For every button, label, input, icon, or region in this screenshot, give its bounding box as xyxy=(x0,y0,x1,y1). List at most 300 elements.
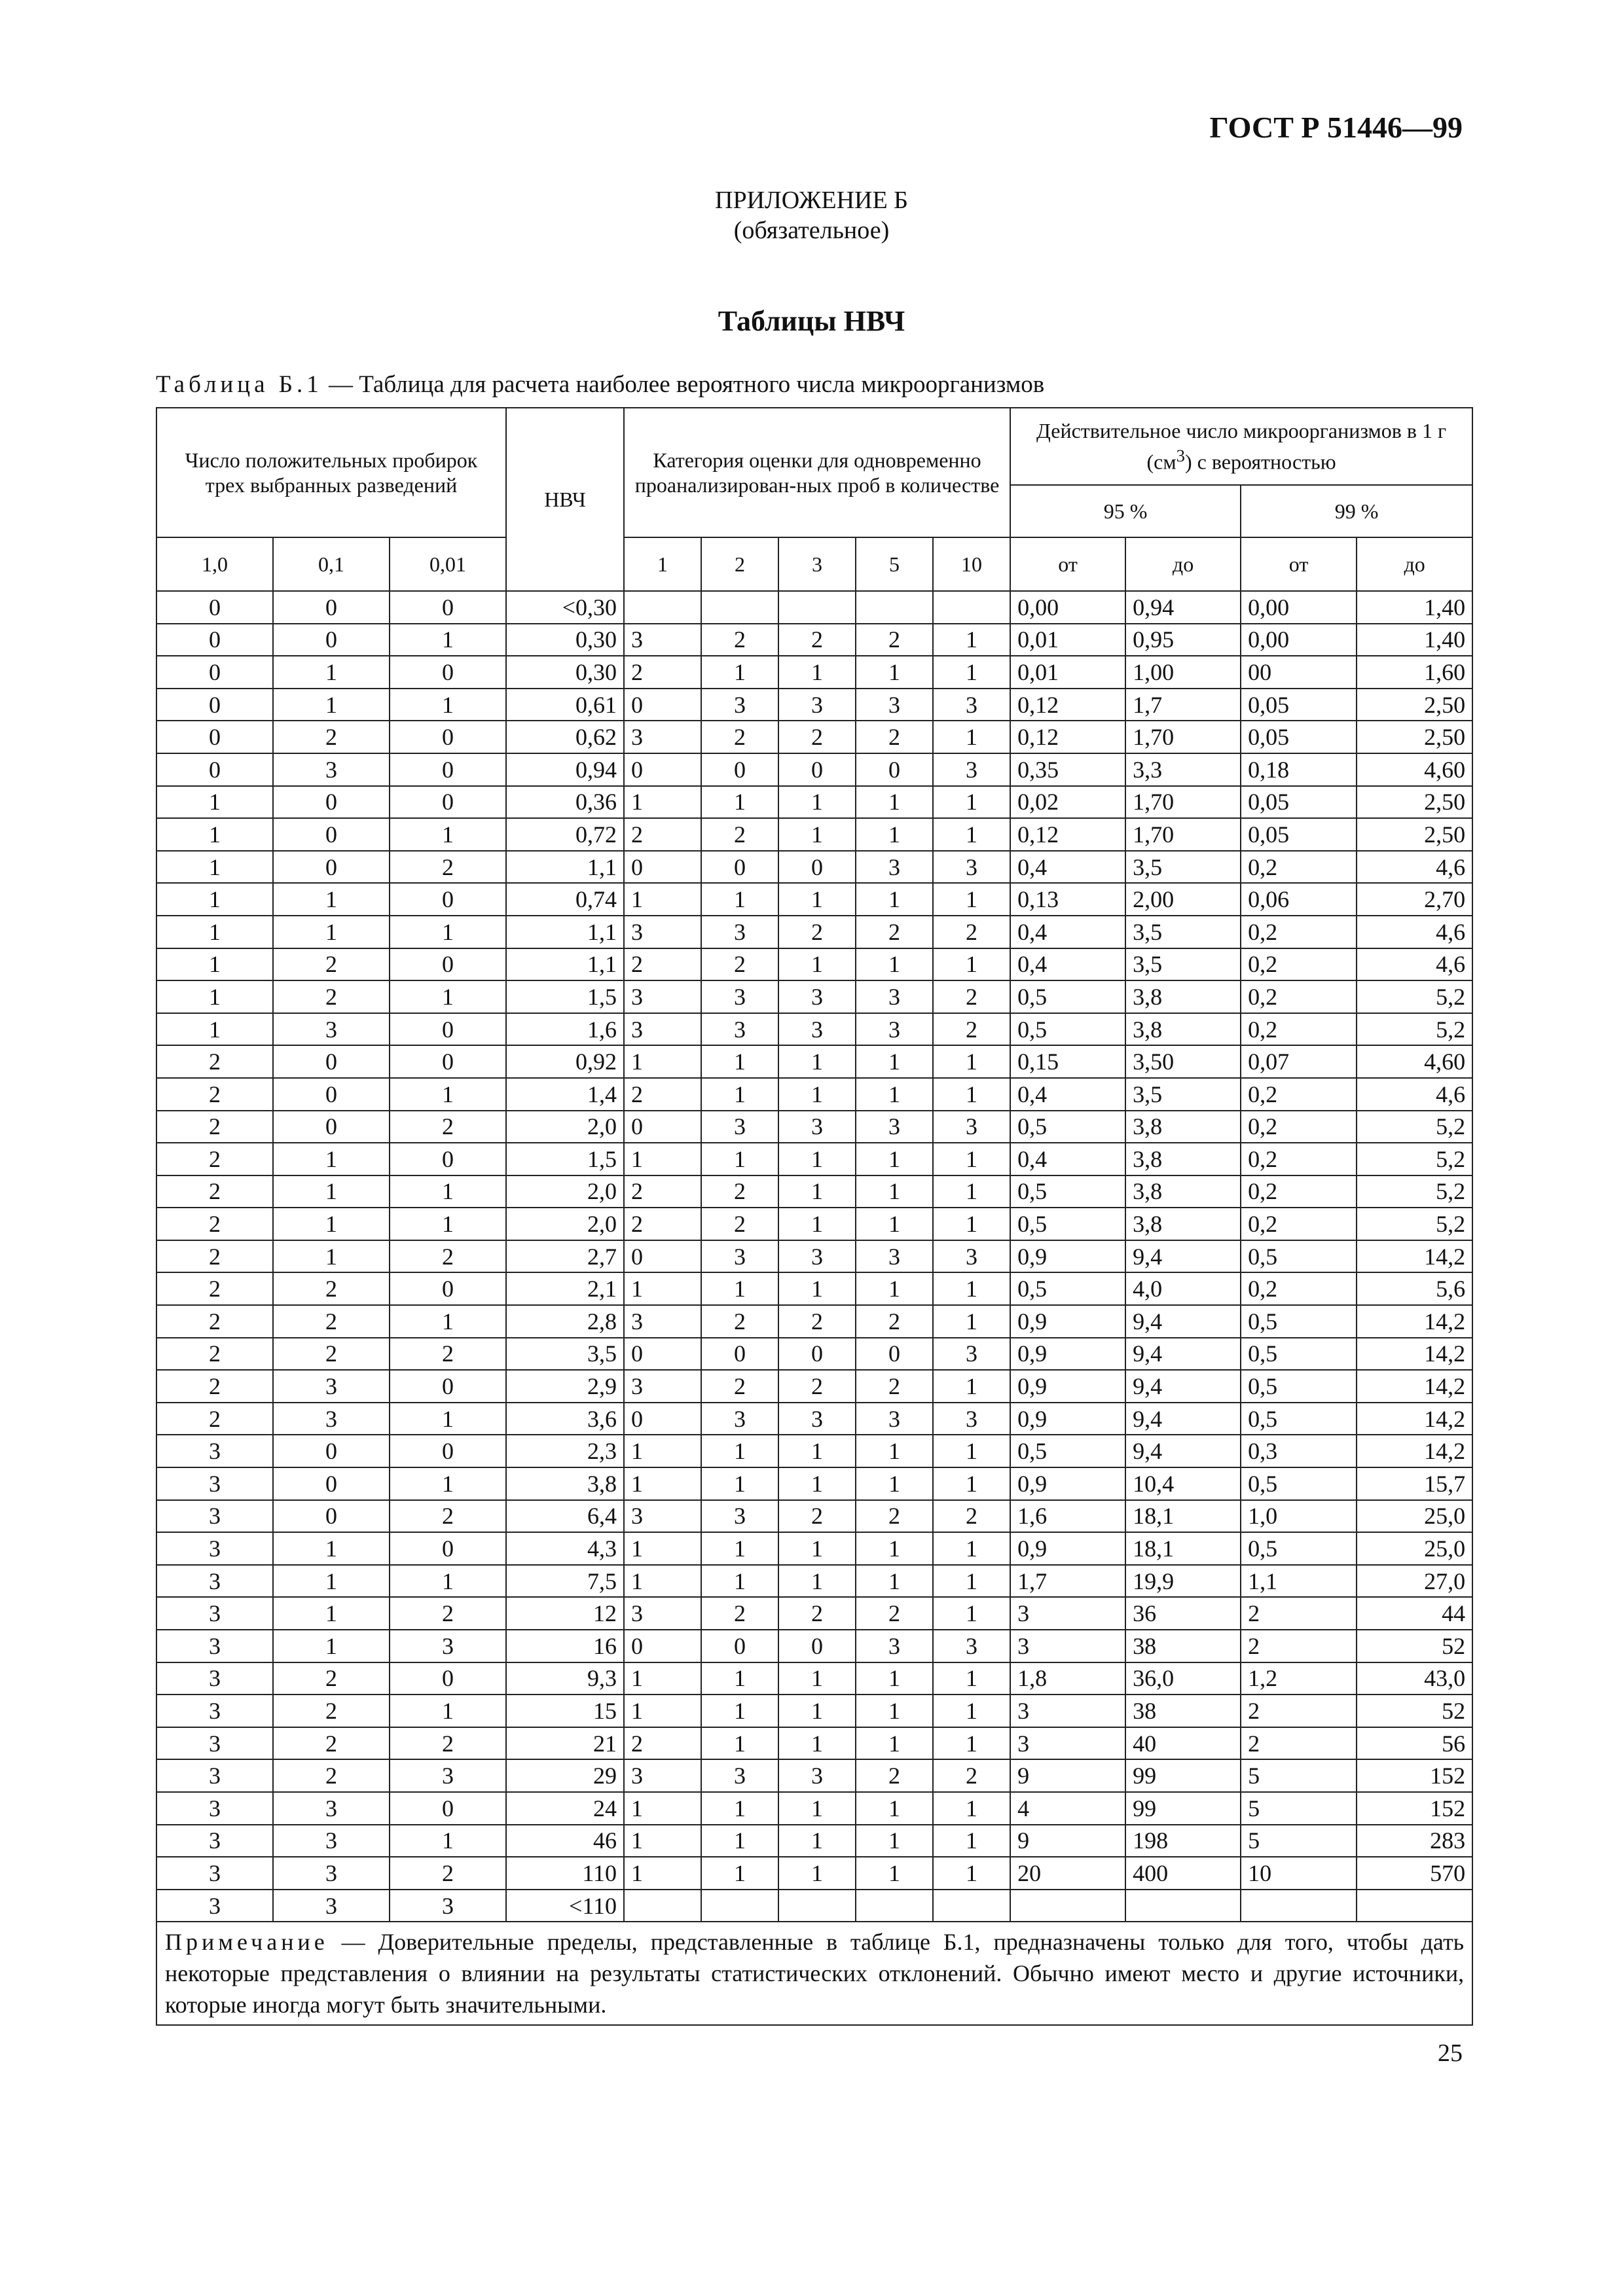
table-row xyxy=(156,1727,1472,1760)
table-cell: 1 xyxy=(778,1078,856,1111)
table-cell: 1,70 xyxy=(1125,786,1241,819)
header-category-0: 1 xyxy=(624,537,701,591)
table-cell xyxy=(1125,1890,1241,1922)
table-cell: 0,00 xyxy=(1241,591,1357,624)
table-cell: 3 xyxy=(156,1500,273,1533)
table-cell: 1,5 xyxy=(506,1143,624,1175)
table-cell: 3 xyxy=(778,1759,856,1792)
table-cell: 0,4 xyxy=(1010,1143,1125,1175)
table-cell: 2 xyxy=(778,916,856,948)
table-row xyxy=(156,689,1472,721)
table-cell: 3 xyxy=(273,1792,390,1825)
appendix-subtitle: (обязательное) xyxy=(733,217,890,244)
table-cell: 3 xyxy=(856,1630,933,1662)
table-cell: 2,50 xyxy=(1357,689,1472,721)
table-cell: 1 xyxy=(390,916,506,948)
table-cell: 2,00 xyxy=(1125,883,1241,916)
table-cell: 0,5 xyxy=(1241,1305,1357,1338)
table-cell: 1,00 xyxy=(1125,656,1241,689)
table-cell: 4,6 xyxy=(1357,948,1472,981)
table-cell: 1 xyxy=(624,1792,701,1825)
table-row xyxy=(156,753,1472,786)
table-cell: 2 xyxy=(156,1078,273,1111)
table-row xyxy=(156,1175,1472,1208)
table-cell: 1 xyxy=(624,1143,701,1175)
header-actual-count-sup: 3 xyxy=(1176,446,1185,466)
table-cell: 0 xyxy=(390,1143,506,1175)
table-cell: 1 xyxy=(933,1078,1010,1111)
table-cell: 2 xyxy=(624,656,701,689)
table-cell: 2 xyxy=(273,1338,390,1371)
table-cell: 14,2 xyxy=(1357,1338,1472,1371)
table-cell: 1 xyxy=(933,1143,1010,1175)
table-cell: 0,94 xyxy=(506,753,624,786)
table-cell: 2 xyxy=(390,1857,506,1890)
table-cell: 0,2 xyxy=(1241,980,1357,1013)
table-cell: 0,2 xyxy=(1241,1175,1357,1208)
table-cell: 3 xyxy=(156,1695,273,1727)
table-cell: 16 xyxy=(506,1630,624,1662)
table-cell: 1 xyxy=(156,916,273,948)
table-cell: 3 xyxy=(778,1013,856,1046)
table-cell: 15,7 xyxy=(1357,1467,1472,1500)
table-cell: 1 xyxy=(701,1727,778,1760)
table-cell: 3,8 xyxy=(506,1467,624,1500)
table-cell: 3 xyxy=(933,1403,1010,1435)
table-cell: 2,8 xyxy=(506,1305,624,1338)
table-cell: 21 xyxy=(506,1727,624,1760)
table-cell: 0,13 xyxy=(1010,883,1125,916)
table-cell: 1 xyxy=(856,948,933,981)
table-cell: 3 xyxy=(1010,1727,1125,1760)
table-cell: 2 xyxy=(933,1500,1010,1533)
table-cell: 3,5 xyxy=(1125,1078,1241,1111)
table-cell: 56 xyxy=(1357,1727,1472,1760)
table-cell: 1 xyxy=(856,1143,933,1175)
table-cell: 40 xyxy=(1125,1727,1241,1760)
table-cell: 0 xyxy=(624,1111,701,1143)
table-cell: 0,4 xyxy=(1010,1078,1125,1111)
table-cell xyxy=(856,1890,933,1922)
table-cell: 1 xyxy=(856,1078,933,1111)
table-cell: 0,5 xyxy=(1010,1435,1125,1467)
table-cell: 1 xyxy=(933,786,1010,819)
table-cell: 1 xyxy=(273,1532,390,1565)
table-cell: 0,36 xyxy=(506,786,624,819)
table-cell: 14,2 xyxy=(1357,1305,1472,1338)
table-cell: 1 xyxy=(778,1792,856,1825)
table-cell: 1 xyxy=(701,1565,778,1598)
table-cell: 3 xyxy=(273,1890,390,1922)
table-cell: 2,70 xyxy=(1357,883,1472,916)
table-cell: 1 xyxy=(933,1045,1010,1078)
table-cell: 3,8 xyxy=(1125,1111,1241,1143)
table-cell: 20 xyxy=(1010,1857,1125,1890)
table-cell: 0,72 xyxy=(506,818,624,851)
header-category-1: 2 xyxy=(701,537,778,591)
table-row xyxy=(156,656,1472,689)
table-cell: 0 xyxy=(390,1272,506,1305)
table-cell: 0,95 xyxy=(1125,624,1241,656)
table-row xyxy=(156,1305,1472,1338)
table-cell: 1,7 xyxy=(1010,1565,1125,1598)
table-cell: 0,5 xyxy=(1010,1013,1125,1046)
table-cell: 3 xyxy=(156,1467,273,1500)
table-cell: 2 xyxy=(273,980,390,1013)
table-cell: 400 xyxy=(1125,1857,1241,1890)
table-row xyxy=(156,1597,1472,1630)
table-cell: 0 xyxy=(156,656,273,689)
table-cell: 3 xyxy=(856,689,933,721)
table-cell: 1 xyxy=(701,1662,778,1695)
table-cell: 1,1 xyxy=(506,948,624,981)
table-cell: 1 xyxy=(933,1857,1010,1890)
table-cell: 0,15 xyxy=(1010,1045,1125,1078)
table-row xyxy=(156,1662,1472,1695)
table-cell: 3 xyxy=(156,1435,273,1467)
table-cell: 1 xyxy=(701,1435,778,1467)
table-cell: 1 xyxy=(933,1175,1010,1208)
table-cell: 1 xyxy=(390,1467,506,1500)
table-cell: 2 xyxy=(624,1208,701,1240)
table-cell: 12 xyxy=(506,1597,624,1630)
table-cell: 0,5 xyxy=(1241,1240,1357,1273)
table-cell xyxy=(856,591,933,624)
table-cell: 1 xyxy=(390,624,506,656)
table-cell: 1 xyxy=(856,1565,933,1598)
table-cell: 2 xyxy=(856,1597,933,1630)
table-cell: 2 xyxy=(156,1208,273,1240)
table-row xyxy=(156,1565,1472,1598)
table-cell: 0,5 xyxy=(1241,1338,1357,1371)
table-cell: 2 xyxy=(156,1272,273,1305)
table-cell: 1 xyxy=(933,883,1010,916)
table-cell: 2 xyxy=(856,916,933,948)
caption-text: — Таблица для расчета наиболее вероятного числа микроорганизмов xyxy=(322,371,1045,398)
table-cell: 9,3 xyxy=(506,1662,624,1695)
table-cell: 4,6 xyxy=(1357,851,1472,884)
table-cell: 3 xyxy=(933,1630,1010,1662)
table-cell: 1 xyxy=(856,1727,933,1760)
table-cell: 283 xyxy=(1357,1825,1472,1857)
table-cell: 18,1 xyxy=(1125,1532,1241,1565)
table-cell: 0,5 xyxy=(1010,1175,1125,1208)
table-row xyxy=(156,1272,1472,1305)
table-cell: 3 xyxy=(624,1370,701,1403)
table-cell: 2 xyxy=(273,1662,390,1695)
table-row xyxy=(156,624,1472,656)
table-cell: 1 xyxy=(156,786,273,819)
table-row xyxy=(156,1240,1472,1273)
table-cell: 5 xyxy=(1241,1792,1357,1825)
table-cell: 4,0 xyxy=(1125,1272,1241,1305)
table-cell: 3 xyxy=(701,916,778,948)
table-cell: 0 xyxy=(390,786,506,819)
table-cell: 2,0 xyxy=(506,1111,624,1143)
table-cell: 3 xyxy=(156,1792,273,1825)
table-cell: 3 xyxy=(701,1500,778,1533)
table-row xyxy=(156,1403,1472,1435)
table-cell: 0,62 xyxy=(506,721,624,753)
table-cell: 1 xyxy=(933,1370,1010,1403)
table-cell: 2 xyxy=(273,1759,390,1792)
table-cell: 2 xyxy=(624,1175,701,1208)
table-cell: 2,1 xyxy=(506,1272,624,1305)
table-cell: 1 xyxy=(624,883,701,916)
table-cell: 3 xyxy=(856,1240,933,1273)
table-cell: 1 xyxy=(856,883,933,916)
table-cell: 1 xyxy=(156,1013,273,1046)
table-cell: 0,05 xyxy=(1241,786,1357,819)
caption-label: Таблица Б.1 xyxy=(156,371,323,398)
header-actual-count-pre: Действительное число микроорганизмов в 1 г (см xyxy=(1036,419,1447,474)
table-cell: 1 xyxy=(273,1630,390,1662)
table-cell: 2 xyxy=(856,1370,933,1403)
table-cell: 1 xyxy=(624,1467,701,1500)
table-cell: 1 xyxy=(778,1532,856,1565)
table-cell: 29 xyxy=(506,1759,624,1792)
table-cell: 1 xyxy=(624,1435,701,1467)
table-cell: 1 xyxy=(390,1695,506,1727)
table-cell: 0 xyxy=(390,948,506,981)
table-row xyxy=(156,1857,1472,1890)
table-cell: 0 xyxy=(778,1630,856,1662)
table-cell: 10,4 xyxy=(1125,1467,1241,1500)
table-cell: 1 xyxy=(933,1305,1010,1338)
table-cell: 1 xyxy=(933,1565,1010,1598)
table-cell: 2 xyxy=(778,1500,856,1533)
table-cell: 1 xyxy=(933,624,1010,656)
table-cell: 2,7 xyxy=(506,1240,624,1273)
table-cell: 1 xyxy=(933,721,1010,753)
table-cell: 0 xyxy=(856,753,933,786)
table-cell: 3 xyxy=(273,1857,390,1890)
table-cell: 0 xyxy=(390,656,506,689)
table-cell: 0 xyxy=(778,851,856,884)
table-cell: 3 xyxy=(390,1890,506,1922)
table-cell: 0,9 xyxy=(1010,1532,1125,1565)
table-cell: 1 xyxy=(933,1727,1010,1760)
table-cell: 1 xyxy=(273,689,390,721)
table-cell: 2 xyxy=(701,948,778,981)
table-cell: 1 xyxy=(701,1467,778,1500)
table-cell: 0,02 xyxy=(1010,786,1125,819)
table-cell: 3 xyxy=(701,1759,778,1792)
table-cell: 3 xyxy=(156,1857,273,1890)
table-cell: 2 xyxy=(856,1305,933,1338)
table-cell: 3 xyxy=(778,980,856,1013)
table-cell: 1 xyxy=(624,1272,701,1305)
table-cell: 110 xyxy=(506,1857,624,1890)
table-cell: 3 xyxy=(856,980,933,1013)
table-cell: 3 xyxy=(273,1403,390,1435)
table-row xyxy=(156,883,1472,916)
table-cell: 3 xyxy=(273,753,390,786)
table-cell: 3,3 xyxy=(1125,753,1241,786)
table-cell: 3 xyxy=(156,1532,273,1565)
table-cell: 0,01 xyxy=(1010,624,1125,656)
table-cell: 3 xyxy=(778,689,856,721)
table-cell: 46 xyxy=(506,1825,624,1857)
table-cell: 0 xyxy=(390,591,506,624)
table-cell: 0 xyxy=(273,1467,390,1500)
table-cell: 0,9 xyxy=(1010,1305,1125,1338)
table-cell: 3,8 xyxy=(1125,1013,1241,1046)
table-cell: 1 xyxy=(624,1045,701,1078)
table-cell: 1 xyxy=(273,1240,390,1273)
table-cell xyxy=(933,1890,1010,1922)
table-cell: 0,05 xyxy=(1241,689,1357,721)
table-cell: 1 xyxy=(933,1695,1010,1727)
table-cell: 1 xyxy=(273,1143,390,1175)
header-nvch: НВЧ xyxy=(506,408,624,591)
table-cell: 1 xyxy=(701,656,778,689)
page-number: 25 xyxy=(1438,2039,1463,2067)
table-cell: 1 xyxy=(701,1825,778,1857)
table-cell: 3 xyxy=(933,1240,1010,1273)
table-cell: 9,4 xyxy=(1125,1435,1241,1467)
table-cell: 14,2 xyxy=(1357,1435,1472,1467)
subheader-row xyxy=(156,537,1472,591)
table-cell: 0 xyxy=(390,1662,506,1695)
table-cell: 3 xyxy=(624,1759,701,1792)
table-cell: 1 xyxy=(933,1435,1010,1467)
header-category: Категория оценки для одновременно проанализирован-ных проб в количестве xyxy=(624,408,1010,537)
table-cell xyxy=(1010,1890,1125,1922)
table-cell: 1 xyxy=(624,1662,701,1695)
table-cell: 5,6 xyxy=(1357,1272,1472,1305)
table-cell: 1 xyxy=(273,883,390,916)
table-cell: 1,1 xyxy=(1241,1565,1357,1598)
table-cell: 3 xyxy=(701,1240,778,1273)
table-cell: 3,6 xyxy=(506,1403,624,1435)
table-cell: 1 xyxy=(778,1143,856,1175)
table-cell: 152 xyxy=(1357,1759,1472,1792)
table-cell: 2 xyxy=(156,1045,273,1078)
table-row xyxy=(156,1759,1472,1792)
table-cell: 1 xyxy=(856,656,933,689)
table-row xyxy=(156,1111,1472,1143)
table-cell: 0 xyxy=(390,883,506,916)
table-cell: 1 xyxy=(933,1467,1010,1500)
table-cell: 3 xyxy=(624,721,701,753)
table-cell: 1 xyxy=(778,883,856,916)
table-cell: 1 xyxy=(778,656,856,689)
table-cell: 1,8 xyxy=(1010,1662,1125,1695)
nvch-table xyxy=(156,407,1473,2026)
table-cell: 6,4 xyxy=(506,1500,624,1533)
header-dilution-2: 0,01 xyxy=(390,537,506,591)
table-cell: 00 xyxy=(1241,656,1357,689)
table-cell: 0,5 xyxy=(1010,1208,1125,1240)
table-cell: 1 xyxy=(624,1857,701,1890)
table-cell: 3 xyxy=(856,851,933,884)
table-cell: 2 xyxy=(701,1597,778,1630)
table-cell: 1 xyxy=(273,1175,390,1208)
table-cell: 3 xyxy=(156,1630,273,1662)
table-cell: 2,50 xyxy=(1357,818,1472,851)
table-cell: 2 xyxy=(156,1240,273,1273)
table-row xyxy=(156,1500,1472,1533)
table-cell: 3,5 xyxy=(1125,948,1241,981)
table-cell: 1 xyxy=(701,1792,778,1825)
table-cell: 1 xyxy=(856,1272,933,1305)
table-cell: 9,4 xyxy=(1125,1240,1241,1273)
table-cell: 0 xyxy=(273,1045,390,1078)
table-cell: 3 xyxy=(156,1727,273,1760)
table-cell: 1 xyxy=(156,980,273,1013)
table-cell: 0,5 xyxy=(1241,1370,1357,1403)
table-cell: 1 xyxy=(856,1662,933,1695)
table-cell: 3 xyxy=(156,1597,273,1630)
table-cell: 0,4 xyxy=(1010,948,1125,981)
table-cell: 0,9 xyxy=(1010,1338,1125,1371)
table-cell: 2 xyxy=(390,1597,506,1630)
table-cell: 0,2 xyxy=(1241,1013,1357,1046)
table-cell: 1 xyxy=(701,786,778,819)
table-cell: 0,4 xyxy=(1010,916,1125,948)
table-cell: 3 xyxy=(273,1370,390,1403)
table-cell: 0,3 xyxy=(1241,1435,1357,1467)
table-cell: 18,1 xyxy=(1125,1500,1241,1533)
table-cell: 1 xyxy=(856,1175,933,1208)
table-cell: 5 xyxy=(1241,1759,1357,1792)
table-cell: 1 xyxy=(856,1435,933,1467)
table-cell: 0 xyxy=(624,1338,701,1371)
table-cell: 0,00 xyxy=(1241,624,1357,656)
table-cell: 2 xyxy=(624,1727,701,1760)
table-cell: 4,60 xyxy=(1357,1045,1472,1078)
table-cell: 4,6 xyxy=(1357,1078,1472,1111)
table-header xyxy=(156,408,1472,591)
table-row xyxy=(156,591,1472,624)
table-cell: 3,8 xyxy=(1125,980,1241,1013)
table-row xyxy=(156,1532,1472,1565)
table-cell: 2 xyxy=(1241,1630,1357,1662)
table-cell: 2,0 xyxy=(506,1208,624,1240)
table-cell: 2 xyxy=(624,818,701,851)
table-cell: 3 xyxy=(624,1597,701,1630)
table-cell: 3 xyxy=(933,689,1010,721)
table-row xyxy=(156,916,1472,948)
table-cell: 0 xyxy=(273,1500,390,1533)
table-cell: 3 xyxy=(701,1403,778,1435)
table-cell: 14,2 xyxy=(1357,1370,1472,1403)
table-cell: 0 xyxy=(156,753,273,786)
table-cell: 7,5 xyxy=(506,1565,624,1598)
table-cell: 1 xyxy=(856,1045,933,1078)
table-cell: 2 xyxy=(156,1175,273,1208)
table-row xyxy=(156,1435,1472,1467)
table-cell: 10 xyxy=(1241,1857,1357,1890)
table-cell: 1 xyxy=(933,1662,1010,1695)
table-cell: 1 xyxy=(701,1857,778,1890)
table-cell: 0,12 xyxy=(1010,721,1125,753)
table-cell: 3 xyxy=(624,1013,701,1046)
document-code: ГОСТ Р 51446—99 xyxy=(1209,111,1463,144)
table-cell: 1 xyxy=(701,1532,778,1565)
table-cell: 0 xyxy=(701,1630,778,1662)
table-cell: 0,5 xyxy=(1241,1403,1357,1435)
table-cell: 2 xyxy=(156,1143,273,1175)
table-cell: 3 xyxy=(1010,1597,1125,1630)
table-cell: 3 xyxy=(856,1013,933,1046)
table-row xyxy=(156,1695,1472,1727)
table-cell: 0,9 xyxy=(1010,1403,1125,1435)
table-cell: 2 xyxy=(390,1500,506,1533)
table-cell: 2,50 xyxy=(1357,721,1472,753)
table-cell: 1 xyxy=(933,1825,1010,1857)
